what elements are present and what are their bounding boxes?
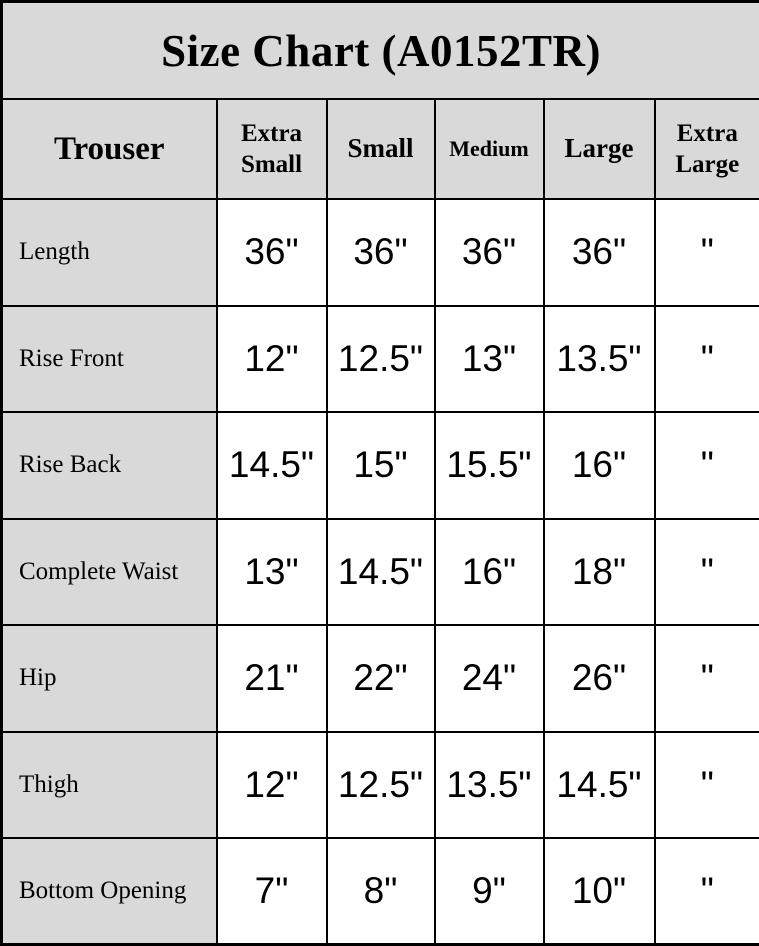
value-cell: 12" bbox=[217, 732, 327, 839]
value-cell: " bbox=[655, 412, 759, 519]
value-cell: 24" bbox=[435, 625, 544, 732]
value-cell: 12.5" bbox=[327, 306, 435, 413]
value-cell: 8" bbox=[327, 838, 435, 945]
row-label: Bottom Opening bbox=[2, 838, 217, 945]
value-cell: " bbox=[655, 625, 759, 732]
value-cell: 36" bbox=[217, 199, 327, 306]
value-cell: 12" bbox=[217, 306, 327, 413]
corner-header-trouser: Trouser bbox=[2, 99, 217, 199]
column-header-small: Small bbox=[327, 99, 435, 199]
value-cell: 26" bbox=[544, 625, 655, 732]
value-cell: " bbox=[655, 306, 759, 413]
column-header-extra-large: Extra Large bbox=[655, 99, 759, 199]
row-label: Hip bbox=[2, 625, 217, 732]
value-cell: 14.5" bbox=[544, 732, 655, 839]
value-cell: " bbox=[655, 199, 759, 306]
table-row bbox=[2, 732, 759, 839]
value-cell: 9" bbox=[435, 838, 544, 945]
value-cell: 12.5" bbox=[327, 732, 435, 839]
value-cell: 16" bbox=[544, 412, 655, 519]
value-cell: 22" bbox=[327, 625, 435, 732]
value-cell: 15" bbox=[327, 412, 435, 519]
row-label: Length bbox=[2, 199, 217, 306]
value-cell: 36" bbox=[327, 199, 435, 306]
column-header-row bbox=[2, 99, 759, 199]
table-row bbox=[2, 625, 759, 732]
value-cell: 15.5" bbox=[435, 412, 544, 519]
value-cell: 36" bbox=[435, 199, 544, 306]
column-header-medium: Medium bbox=[435, 99, 544, 199]
value-cell: 13.5" bbox=[544, 306, 655, 413]
row-label: Rise Front bbox=[2, 306, 217, 413]
value-cell: 10" bbox=[544, 838, 655, 945]
value-cell: 14.5" bbox=[217, 412, 327, 519]
row-label: Complete Waist bbox=[2, 519, 217, 626]
value-cell: 13" bbox=[217, 519, 327, 626]
value-cell: " bbox=[655, 838, 759, 945]
row-label: Thigh bbox=[2, 732, 217, 839]
table-row bbox=[2, 199, 759, 306]
value-cell: 36" bbox=[544, 199, 655, 306]
table-row bbox=[2, 838, 759, 945]
value-cell: 21" bbox=[217, 625, 327, 732]
column-header-extra-small: Extra Small bbox=[217, 99, 327, 199]
table-row bbox=[2, 519, 759, 626]
value-cell: " bbox=[655, 519, 759, 626]
value-cell: 18" bbox=[544, 519, 655, 626]
value-cell: 16" bbox=[435, 519, 544, 626]
value-cell: 13.5" bbox=[435, 732, 544, 839]
column-header-large: Large bbox=[544, 99, 655, 199]
row-label: Rise Back bbox=[2, 412, 217, 519]
size-table-body bbox=[2, 199, 759, 945]
value-cell: " bbox=[655, 732, 759, 839]
value-cell: 7" bbox=[217, 838, 327, 945]
title-row bbox=[2, 2, 759, 100]
value-cell: 14.5" bbox=[327, 519, 435, 626]
table-row bbox=[2, 412, 759, 519]
page-title: Size Chart (A0152TR) bbox=[2, 2, 759, 100]
value-cell: 13" bbox=[435, 306, 544, 413]
table-row bbox=[2, 306, 759, 413]
